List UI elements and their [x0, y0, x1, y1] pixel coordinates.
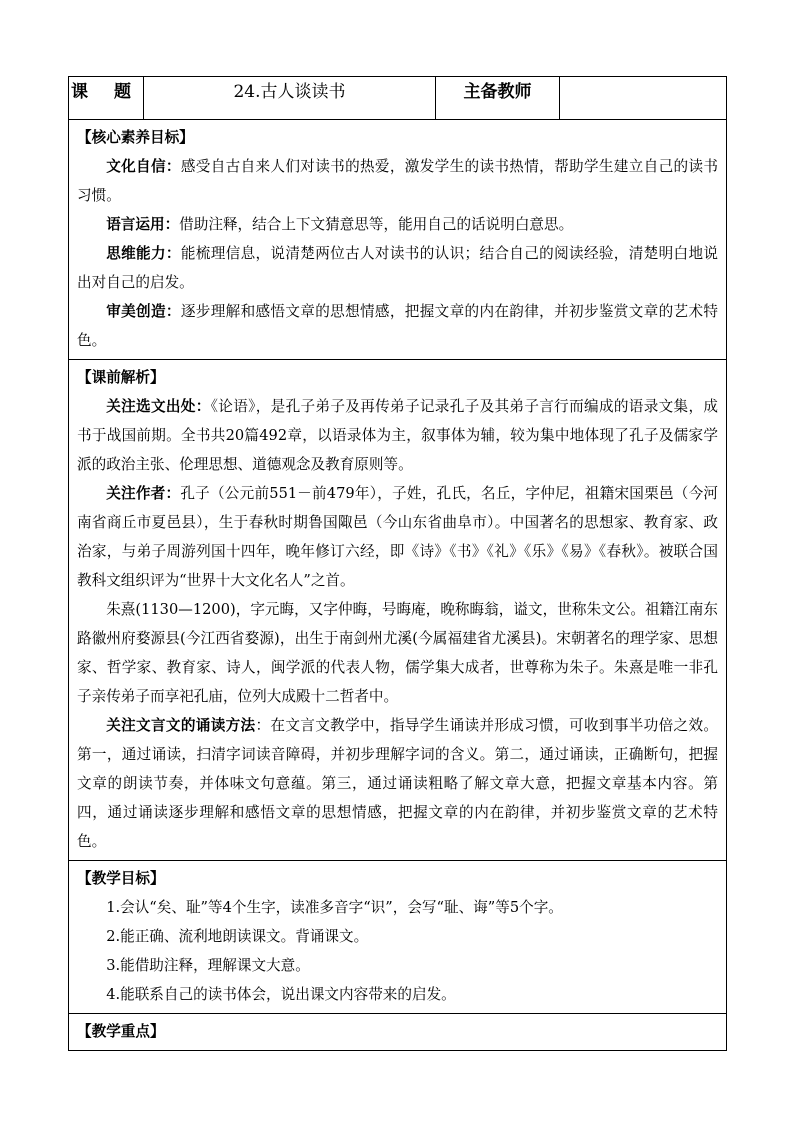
core-goal-item: 文化自信：感受自古自来人们对读书的热爱，激发学生的读书热情，帮助学生建立自己的读书习惯。	[77, 158, 718, 204]
key-points-section	[69, 1014, 727, 1051]
recite-paragraph: 关注文言文的诵读方法：在文言文教学中，指导学生诵读并形成习惯，可收到事半功倍之效。第一，通过诵读，扫清字词读音障碍，并初步理解字词的含义。第二，通过诵读，正确断句，把握文章的朗读节奏，并体味文句意蕴。第三，通过诵读粗略了解文章大意，把握文章基本内容。第四，通过诵读逐步理解和感悟文章的思想情感，把握文章的内在韵律，并初步鉴赏文章的艺术特色。	[77, 717, 718, 850]
teacher-label: 主备教师	[436, 77, 560, 120]
teaching-goal-item: 2.能正确、流利地朗读课文。背诵课文。	[106, 928, 369, 945]
lesson-plan-table	[68, 76, 727, 1051]
teaching-goals-row	[69, 861, 727, 1014]
teaching-goal-item: 1.会认“矣、耻”等4个生字，读准多音字“识”，会写“耻、诲”等5个字。	[106, 899, 563, 916]
source-paragraph: 关注选文出处：《论语》，是孔子弟子及再传弟子记录孔子及其弟子言行而编成的语录文集，成书于战国前期。全书共20篇492章，以语录体为主，叙事体为辅，较为集中地体现了孔子及儒家学派的政治主张、伦理思想、道德观念及教育原则等。	[77, 398, 718, 473]
pre-analysis-section	[69, 360, 727, 861]
core-goals-heading: 【核心素养目标】	[77, 129, 194, 146]
key-points-row	[69, 1014, 727, 1051]
pre-analysis-heading: 【课前解析】	[77, 369, 165, 386]
core-goal-item: 审美创造：逐步理解和感悟文章的思想情感，把握文章的内在韵律，并初步鉴赏文章的艺术特色。	[77, 303, 718, 349]
teaching-goal-item: 3.能借助注释，理解课文大意。	[106, 957, 310, 974]
teaching-goals-heading: 【教学目标】	[77, 870, 165, 887]
key-points-heading: 【教学重点】	[77, 1023, 165, 1040]
core-goals-section	[69, 120, 727, 360]
teaching-goal-item: 4.能联系自己的读书体会，说出课文内容带来的启发。	[106, 986, 456, 1003]
core-goal-item: 语言运用：借助注释，结合上下文猜意思等，能用自己的话说明白意思。	[106, 216, 574, 233]
teacher-name	[560, 77, 727, 120]
author2-paragraph: 朱熹(1130—1200)，字元晦，又字仲晦，号晦庵，晚称晦翁，谥文，世称朱文公。祖籍江南东路徽州府婺源县(今江西省婺源)，出生于南剑州尤溪(今属福建省尤溪县)。宋朝著名的理学家、思想家、哲学家、教育家、诗人，闽学派的代表人物，儒学集大成者，世尊称为朱子。朱熹是唯一非孔子亲传弟子而享祀孔庙，位列大成殿十二哲者中。	[77, 601, 718, 705]
lesson-title: 24.古人谈读书	[144, 77, 436, 120]
author-paragraph: 关注作者：孔子（公元前551－前479年），子姓，孔氏，名丘，字仲尼，祖籍宋国栗邑（今河南省商丘市夏邑县），生于春秋时期鲁国陬邑（今山东省曲阜市）。中国著名的思想家、教育家、政治家，与弟子周游列国十四年，晚年修订六经，即《诗》《书》《礼》《乐》《易》《春秋》。被联合国教科文组织评为“世界十大文化名人”之首。	[77, 485, 718, 589]
header-row	[69, 77, 727, 120]
subject-label: 课 题	[69, 77, 144, 120]
core-goals-row	[69, 120, 727, 360]
teaching-goals-list	[77, 893, 718, 1009]
core-goal-item: 思维能力：能梳理信息，说清楚两位古人对读书的认识；结合自己的阅读经验，清楚明白地说出对自己的启发。	[77, 245, 718, 291]
pre-analysis-row	[69, 360, 727, 861]
teaching-goals-section	[69, 861, 727, 1014]
